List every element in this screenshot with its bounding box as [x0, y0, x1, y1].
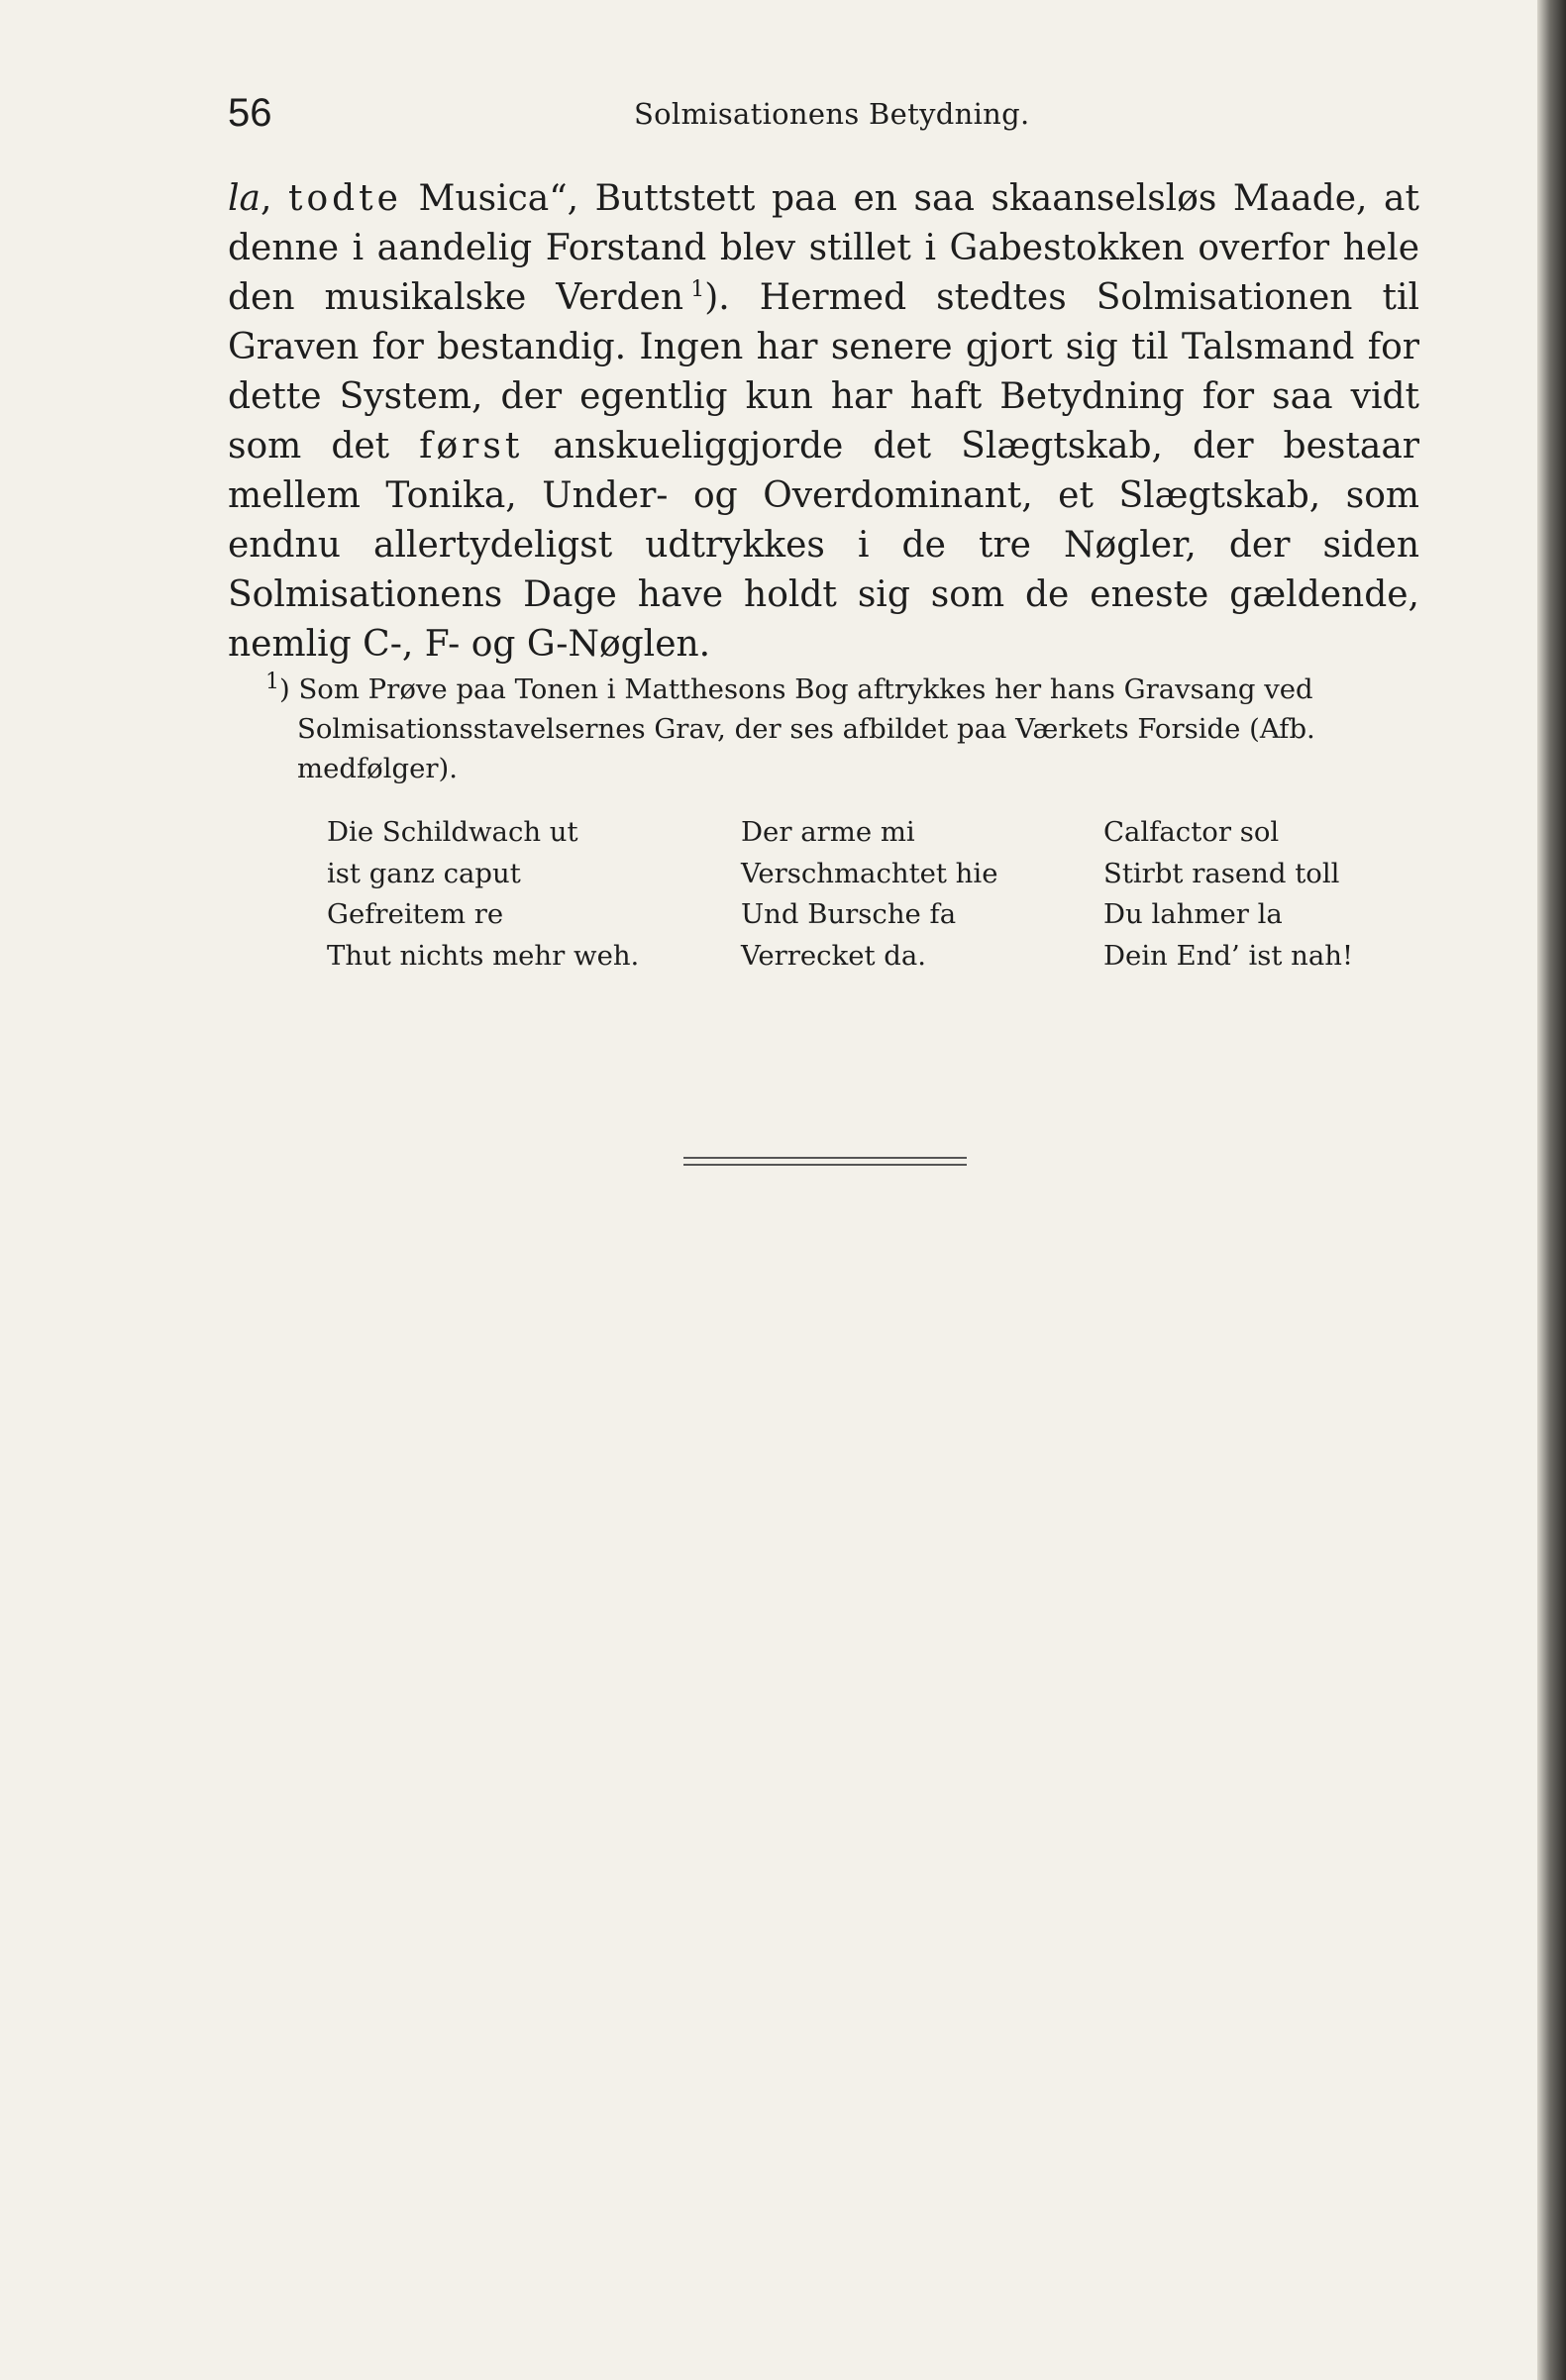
poem-line: Dein End’ ist nah! — [1103, 939, 1354, 972]
body-text-part-1: Musica“, Buttstett paa en saa skaanselsløs Maade, at denne i aandelig Forstand blev stillet i Gabestokken overfor hele den musikalske Verden — [228, 178, 1419, 318]
body-paragraph: la, todte Musica“, Buttstett paa en saa skaanselsløs Maade, at denne i aandelig Forstand blev stillet i Gabestokken overfor hele den musikalske Verden $^1$). Hermed stedtes Solmisationen til Graven for bestandig. Ingen har senere gjort sig til Talsmand for dette System, der egentlig kun har haft Betydning for saa vidt som det først anskueliggjorde det Slægtskab, der bestaar mellem Tonika, Under- og Overdominant, et Slægtskab, som endnu allertydeligst udtrykkes i de tre Nøgler, der siden Solmisationens Dage have holdt sig som de eneste gældende, nemlig C-, F- og G-Nøglen. — [228, 178, 1419, 665]
body-spaced-word: todte — [288, 178, 402, 219]
poem-line: Gefreitem re — [327, 898, 504, 930]
body-text-part-2: ). Hermed stedtes Solmisationen til Graven for bestandig. Ingen har senere gjort sig til Talsmand for dette System, der egentlig kun har haft Betydning for saa vidt som det — [228, 277, 1419, 466]
footnote-marker: 1 — [265, 669, 279, 694]
footnote-text-rest: Solmisationsstavelsernes Grav, der ses afbildet paa Værkets Forside (Afb. medfølger). — [297, 713, 1315, 784]
running-title: Solmisationens Betydning. — [634, 97, 1030, 131]
poem-line: Stirbt rasend toll — [1103, 857, 1340, 889]
poem-line: Thut nichts mehr weh. — [327, 939, 640, 972]
poem-line: Und Bursche fa — [741, 898, 957, 930]
poem-column-3 — [1103, 812, 1353, 977]
footnote — [265, 670, 1419, 788]
page-header — [228, 91, 1416, 151]
page-number: 56 — [228, 91, 272, 135]
poem-line: Verschmachtet hie — [741, 857, 998, 889]
section-end-rule — [683, 1157, 967, 1166]
poem-line: Verrecket da. — [741, 939, 927, 972]
poem — [327, 812, 1426, 981]
footnote-reference[interactable]: 1 — [690, 277, 705, 302]
poem-column-1 — [327, 812, 639, 977]
poem-line: ist ganz caput — [327, 857, 521, 889]
poem-line: Die Schildwach ut — [327, 816, 578, 848]
poem-line: Calfactor sol — [1103, 816, 1280, 848]
footnote-text-start: ) Som Prøve paa Tonen i Matthesons Bog aftrykkes her hans Gravsang ved — [279, 673, 1313, 705]
poem-line: Du lahmer la — [1103, 898, 1283, 930]
body-text-part-3: anskueliggjorde det Slægtskab, der bestaar mellem Tonika, Under- og Overdominant, et Slægtskab, som endnu allertydeligst udtrykkes i de tre Nøgler, der siden Solmisationens Dage have holdt sig som de eneste gældende, nemlig C-, F- og G-Nøglen. — [228, 426, 1419, 665]
body-spaced-word-2: først — [419, 426, 524, 466]
body-italic-word: la — [228, 178, 261, 219]
poem-line: Der arme mi — [741, 816, 915, 848]
poem-column-2 — [741, 812, 997, 977]
page-edge-shadow — [1537, 0, 1566, 2380]
